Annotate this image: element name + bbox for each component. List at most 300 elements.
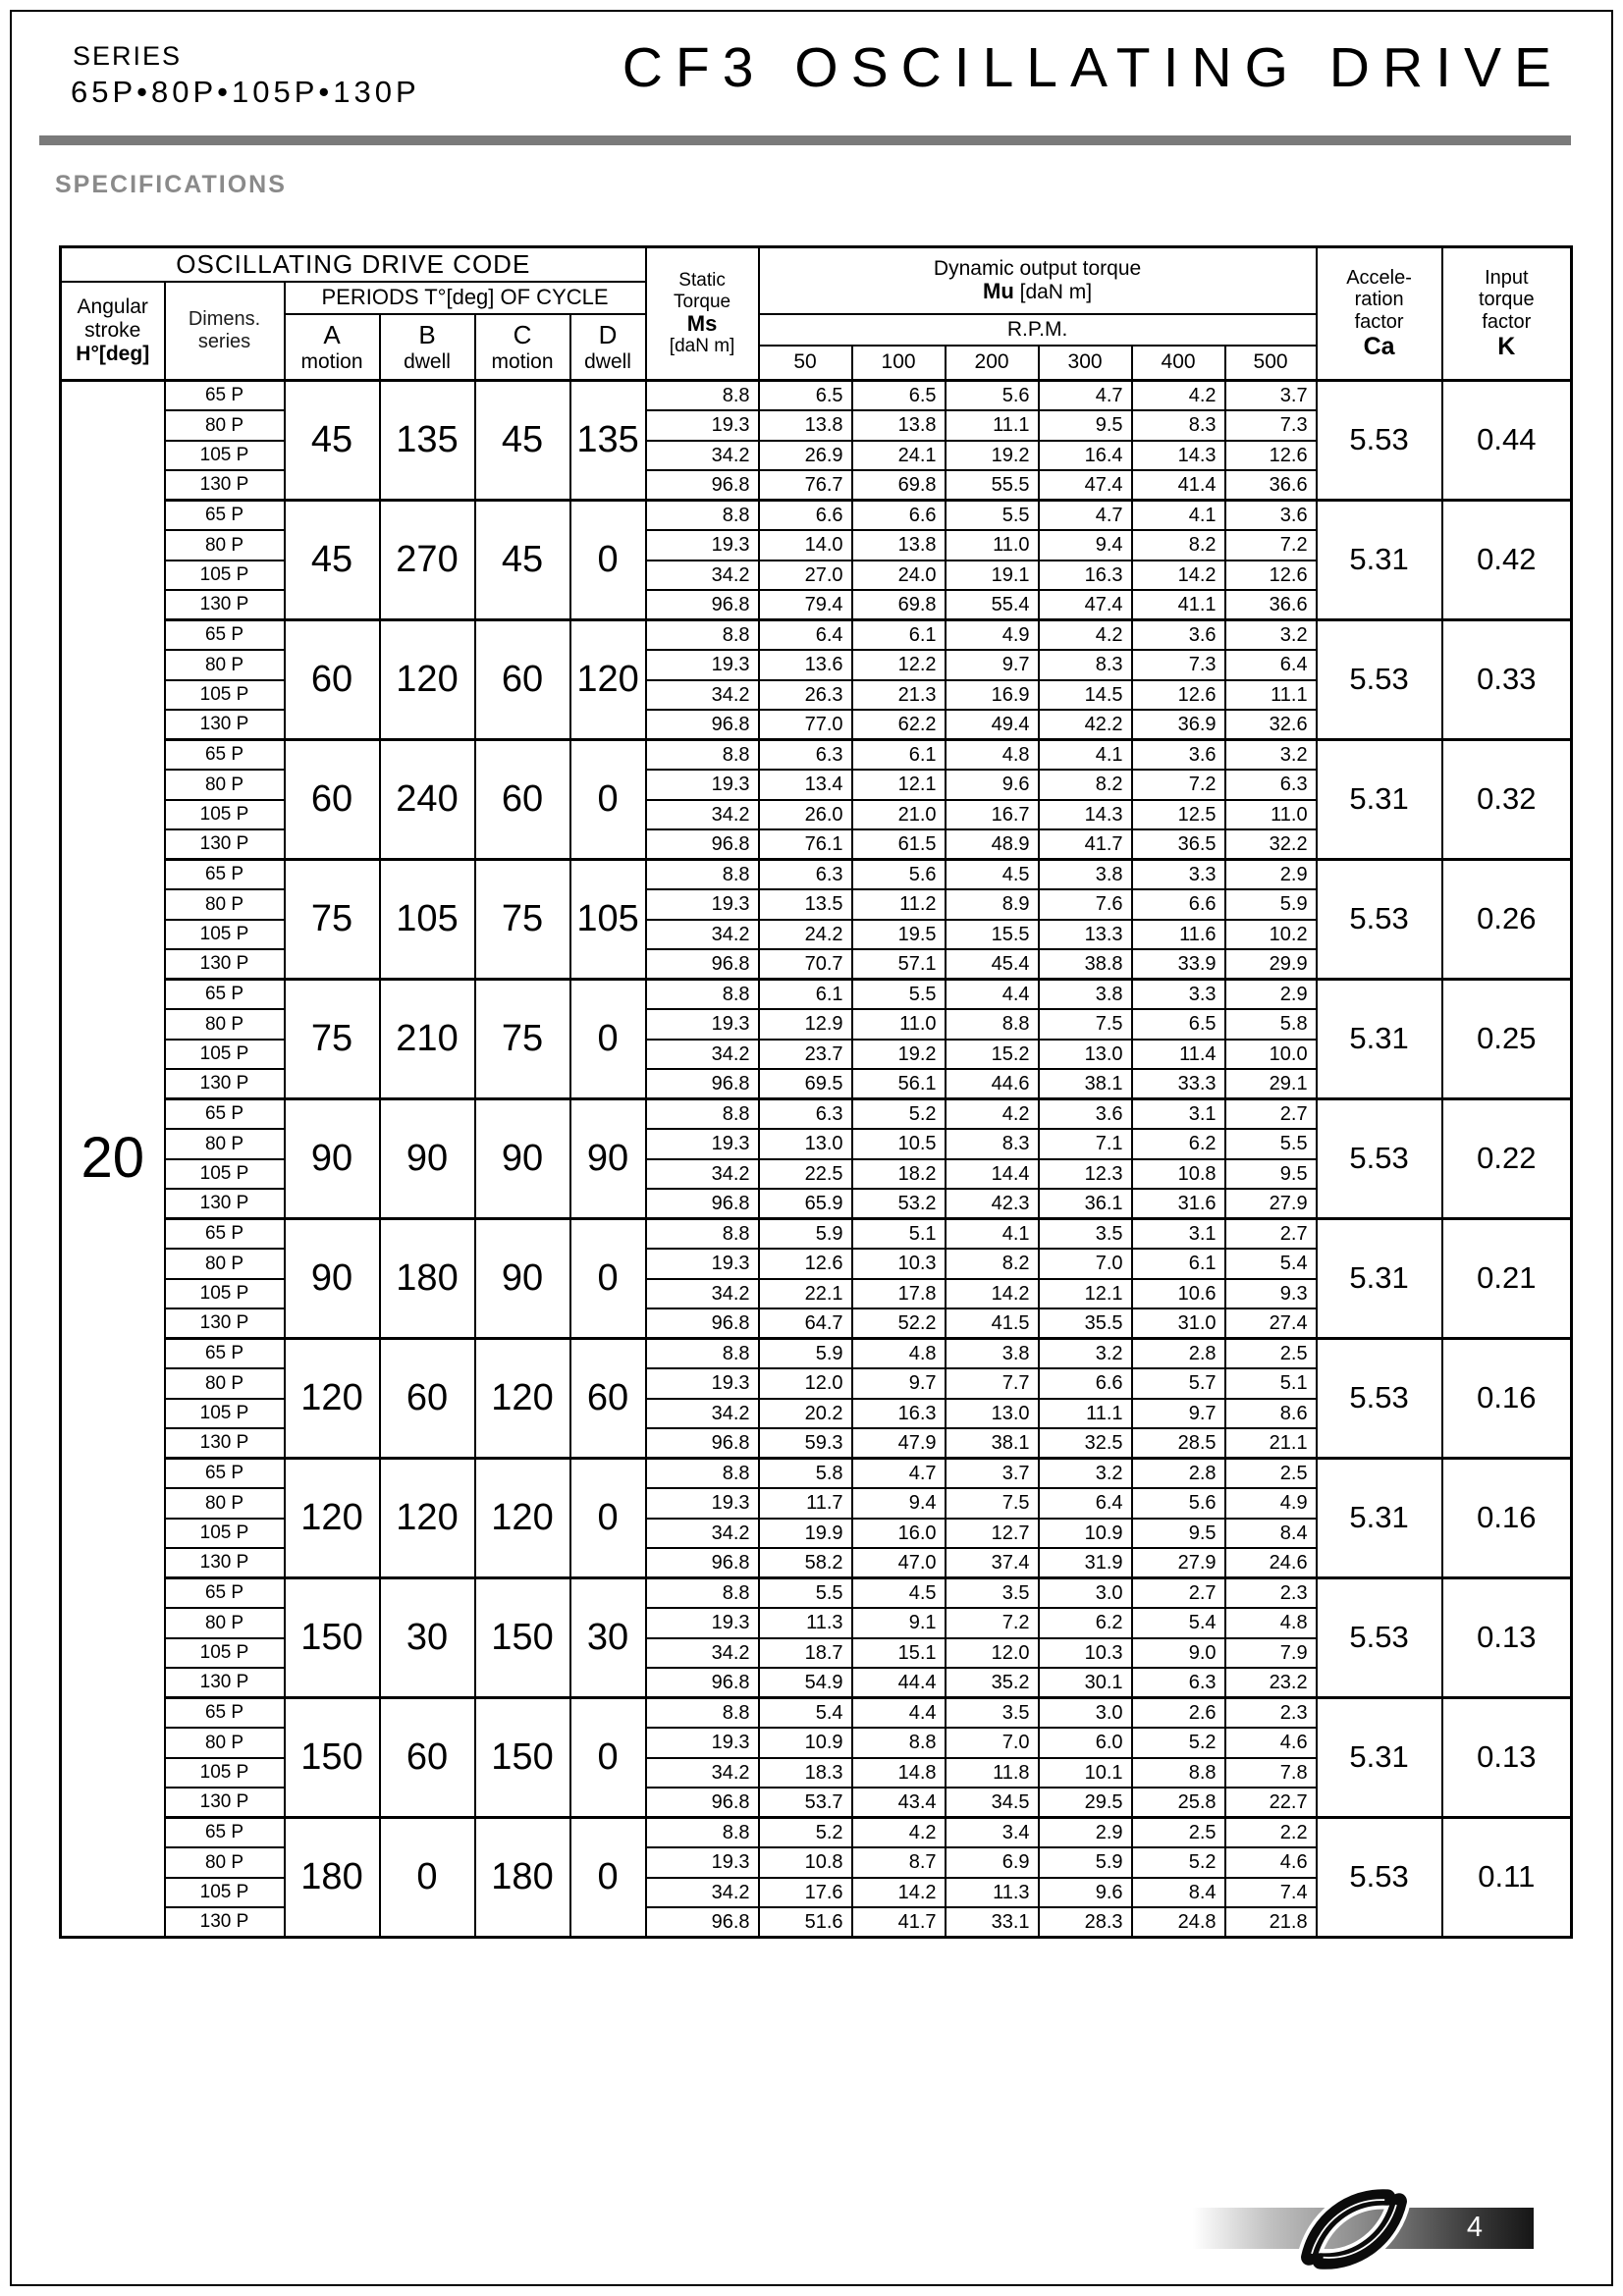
dynamic-torque-value: 6.3 bbox=[759, 860, 852, 890]
dynamic-torque-value: 19.5 bbox=[852, 920, 946, 950]
dimens-series-cell: 105 P bbox=[165, 1758, 285, 1789]
dynamic-torque-value: 5.9 bbox=[1225, 889, 1317, 920]
dynamic-torque-value: 5.1 bbox=[1225, 1368, 1317, 1399]
dynamic-torque-value: 16.0 bbox=[852, 1519, 946, 1549]
period-b-value: 180 bbox=[380, 1219, 475, 1339]
input-torque-factor-value: 0.25 bbox=[1442, 980, 1572, 1099]
dynamic-torque-value: 10.8 bbox=[1132, 1159, 1225, 1190]
dynamic-torque-value: 5.9 bbox=[759, 1219, 852, 1250]
dimens-series-cell: 80 P bbox=[165, 1608, 285, 1638]
dynamic-torque-value: 44.6 bbox=[946, 1069, 1039, 1099]
dynamic-torque-value: 23.2 bbox=[1225, 1668, 1317, 1698]
table-row bbox=[61, 860, 1572, 890]
dynamic-torque-value: 7.0 bbox=[1039, 1249, 1132, 1279]
static-torque-value: 8.8 bbox=[646, 860, 759, 890]
dynamic-torque-value: 7.4 bbox=[1225, 1878, 1317, 1908]
dynamic-torque-value: 15.2 bbox=[946, 1040, 1039, 1070]
dimens-series-cell: 80 P bbox=[165, 889, 285, 920]
dynamic-torque-value: 22.7 bbox=[1225, 1788, 1317, 1818]
dynamic-torque-value: 21.8 bbox=[1225, 1907, 1317, 1938]
dynamic-torque-value: 7.3 bbox=[1225, 410, 1317, 441]
dimens-series-cell: 105 P bbox=[165, 1159, 285, 1190]
dynamic-torque-value: 27.4 bbox=[1225, 1308, 1317, 1339]
dimens-series-cell: 130 P bbox=[165, 1668, 285, 1698]
dynamic-torque-value: 2.8 bbox=[1132, 1459, 1225, 1489]
dynamic-torque-value: 30.1 bbox=[1039, 1668, 1132, 1698]
table-row bbox=[61, 740, 1572, 771]
dynamic-torque-value: 14.0 bbox=[759, 530, 852, 561]
dynamic-torque-value: 76.1 bbox=[759, 829, 852, 860]
dynamic-torque-value: 10.2 bbox=[1225, 920, 1317, 950]
static-torque-value: 8.8 bbox=[646, 740, 759, 771]
dynamic-torque-value: 16.3 bbox=[1039, 561, 1132, 591]
input-torque-factor-value: 0.11 bbox=[1442, 1818, 1572, 1938]
static-torque-value: 34.2 bbox=[646, 1399, 759, 1429]
dimens-series-cell: 130 P bbox=[165, 470, 285, 501]
dynamic-torque-value: 21.1 bbox=[1225, 1428, 1317, 1459]
dynamic-torque-value: 12.0 bbox=[759, 1368, 852, 1399]
dynamic-torque-value: 69.8 bbox=[852, 590, 946, 620]
dynamic-torque-value: 4.8 bbox=[852, 1339, 946, 1369]
dynamic-torque-value: 64.7 bbox=[759, 1308, 852, 1339]
dynamic-torque-value: 34.5 bbox=[946, 1788, 1039, 1818]
period-d-value: 0 bbox=[570, 740, 646, 860]
table-row bbox=[61, 1459, 1572, 1489]
series-models: 65P•80P•105P•130P bbox=[71, 75, 420, 109]
period-a-value: 150 bbox=[285, 1578, 380, 1698]
dynamic-torque-value: 13.8 bbox=[759, 410, 852, 441]
static-torque-value: 19.3 bbox=[646, 1847, 759, 1878]
dynamic-torque-value: 16.4 bbox=[1039, 441, 1132, 471]
table-row bbox=[61, 1339, 1572, 1369]
series-label: SERIES bbox=[73, 41, 183, 71]
period-b-value: 135 bbox=[380, 381, 475, 501]
dynamic-torque-value: 8.8 bbox=[946, 1009, 1039, 1040]
period-c-value: 45 bbox=[475, 381, 570, 501]
dimens-series-cell: 65 P bbox=[165, 381, 285, 411]
dynamic-torque-value: 7.7 bbox=[946, 1368, 1039, 1399]
table-row bbox=[61, 620, 1572, 651]
dynamic-torque-value: 31.0 bbox=[1132, 1308, 1225, 1339]
acceleration-factor-value: 5.31 bbox=[1317, 740, 1442, 860]
dynamic-torque-value: 4.1 bbox=[946, 1219, 1039, 1250]
dynamic-torque-value: 28.3 bbox=[1039, 1907, 1132, 1938]
dynamic-torque-value: 41.1 bbox=[1132, 590, 1225, 620]
dynamic-torque-value: 11.6 bbox=[1132, 920, 1225, 950]
period-d-value: 0 bbox=[570, 1219, 646, 1339]
dynamic-torque-value: 53.7 bbox=[759, 1788, 852, 1818]
dynamic-torque-value: 12.5 bbox=[1132, 800, 1225, 830]
dynamic-torque-value: 7.6 bbox=[1039, 889, 1132, 920]
dynamic-torque-value: 12.1 bbox=[1039, 1279, 1132, 1309]
dynamic-torque-value: 5.2 bbox=[759, 1818, 852, 1848]
input-torque-factor-value: 0.16 bbox=[1442, 1459, 1572, 1578]
dynamic-torque-value: 2.6 bbox=[1132, 1698, 1225, 1729]
dynamic-torque-value: 16.7 bbox=[946, 800, 1039, 830]
dynamic-torque-value: 13.8 bbox=[852, 410, 946, 441]
input-torque-factor-value: 0.42 bbox=[1442, 501, 1572, 620]
dynamic-torque-value: 3.1 bbox=[1132, 1099, 1225, 1130]
dynamic-torque-value: 3.8 bbox=[946, 1339, 1039, 1369]
table-row bbox=[61, 381, 1572, 411]
dynamic-torque-value: 6.6 bbox=[759, 501, 852, 531]
dynamic-torque-value: 14.2 bbox=[1132, 561, 1225, 591]
dimens-series-cell: 130 P bbox=[165, 1189, 285, 1219]
dynamic-torque-value: 6.5 bbox=[1132, 1009, 1225, 1040]
dynamic-torque-value: 8.3 bbox=[1039, 650, 1132, 680]
acceleration-factor-value: 5.53 bbox=[1317, 1339, 1442, 1459]
dynamic-torque-value: 6.6 bbox=[1039, 1368, 1132, 1399]
static-torque-value: 96.8 bbox=[646, 1788, 759, 1818]
dynamic-torque-value: 7.5 bbox=[946, 1488, 1039, 1519]
dynamic-torque-value: 36.6 bbox=[1225, 470, 1317, 501]
dynamic-torque-value: 12.3 bbox=[1039, 1159, 1132, 1190]
dynamic-torque-value: 5.5 bbox=[1225, 1129, 1317, 1159]
dynamic-torque-value: 10.1 bbox=[1039, 1758, 1132, 1789]
dynamic-torque-value: 3.5 bbox=[1039, 1219, 1132, 1250]
dynamic-torque-value: 11.1 bbox=[946, 410, 1039, 441]
static-torque-value: 8.8 bbox=[646, 1339, 759, 1369]
dynamic-torque-value: 5.5 bbox=[946, 501, 1039, 531]
dynamic-torque-value: 11.3 bbox=[759, 1608, 852, 1638]
dynamic-torque-value: 6.3 bbox=[759, 1099, 852, 1130]
dynamic-torque-value: 11.0 bbox=[852, 1009, 946, 1040]
dynamic-torque-value: 14.2 bbox=[946, 1279, 1039, 1309]
dynamic-torque-value: 10.3 bbox=[852, 1249, 946, 1279]
dynamic-torque-value: 12.2 bbox=[852, 650, 946, 680]
dynamic-torque-value: 5.6 bbox=[946, 381, 1039, 411]
dynamic-torque-value: 4.5 bbox=[852, 1578, 946, 1609]
dynamic-torque-value: 9.7 bbox=[946, 650, 1039, 680]
static-torque-value: 34.2 bbox=[646, 1638, 759, 1669]
dynamic-torque-value: 58.2 bbox=[759, 1548, 852, 1578]
dynamic-torque-value: 36.5 bbox=[1132, 829, 1225, 860]
dynamic-torque-value: 33.9 bbox=[1132, 949, 1225, 980]
period-a-value: 60 bbox=[285, 620, 380, 740]
static-torque-value: 8.8 bbox=[646, 1099, 759, 1130]
dimens-series-cell: 130 P bbox=[165, 590, 285, 620]
dynamic-torque-value: 9.7 bbox=[1132, 1399, 1225, 1429]
dynamic-torque-value: 7.2 bbox=[1132, 770, 1225, 800]
dynamic-torque-value: 3.6 bbox=[1132, 740, 1225, 771]
static-torque-value: 19.3 bbox=[646, 1608, 759, 1638]
dimens-series-cell: 65 P bbox=[165, 501, 285, 531]
dimens-series-cell: 130 P bbox=[165, 949, 285, 980]
dynamic-torque-value: 24.6 bbox=[1225, 1548, 1317, 1578]
dynamic-torque-value: 47.4 bbox=[1039, 590, 1132, 620]
dynamic-torque-value: 11.0 bbox=[1225, 800, 1317, 830]
dynamic-torque-value: 36.9 bbox=[1132, 710, 1225, 740]
dynamic-torque-value: 3.6 bbox=[1225, 501, 1317, 531]
input-torque-factor-value: 0.22 bbox=[1442, 1099, 1572, 1219]
dynamic-torque-value: 8.8 bbox=[1132, 1758, 1225, 1789]
period-d-value: 120 bbox=[570, 620, 646, 740]
dynamic-torque-value: 18.3 bbox=[759, 1758, 852, 1789]
dimens-series-cell: 130 P bbox=[165, 829, 285, 860]
dynamic-torque-value: 26.3 bbox=[759, 680, 852, 711]
dynamic-torque-value: 8.9 bbox=[946, 889, 1039, 920]
table-body bbox=[61, 381, 1572, 1938]
period-b-value: 60 bbox=[380, 1698, 475, 1818]
dynamic-torque-value: 19.1 bbox=[946, 561, 1039, 591]
static-torque-value: 8.8 bbox=[646, 501, 759, 531]
dynamic-torque-value: 5.4 bbox=[1225, 1249, 1317, 1279]
period-c-header: C motion bbox=[475, 314, 570, 381]
table-row bbox=[61, 1818, 1572, 1848]
dynamic-torque-value: 6.2 bbox=[1039, 1608, 1132, 1638]
dynamic-torque-value: 21.0 bbox=[852, 800, 946, 830]
dynamic-torque-value: 12.6 bbox=[1132, 680, 1225, 711]
table-row bbox=[61, 980, 1572, 1010]
input-torque-factor-value: 0.44 bbox=[1442, 381, 1572, 501]
dynamic-torque-value: 9.7 bbox=[852, 1368, 946, 1399]
acceleration-factor-value: 5.53 bbox=[1317, 1578, 1442, 1698]
acceleration-factor-value: 5.31 bbox=[1317, 1698, 1442, 1818]
static-torque-value: 19.3 bbox=[646, 1488, 759, 1519]
period-c-value: 45 bbox=[475, 501, 570, 620]
period-b-value: 105 bbox=[380, 860, 475, 980]
dynamic-torque-value: 10.3 bbox=[1039, 1638, 1132, 1669]
dynamic-torque-value: 11.7 bbox=[759, 1488, 852, 1519]
dynamic-torque-value: 8.4 bbox=[1132, 1878, 1225, 1908]
static-torque-value: 8.8 bbox=[646, 381, 759, 411]
dynamic-torque-value: 4.2 bbox=[1132, 381, 1225, 411]
period-d-header: D dwell bbox=[570, 314, 646, 381]
dynamic-torque-value: 3.2 bbox=[1225, 740, 1317, 771]
acceleration-factor-value: 5.31 bbox=[1317, 501, 1442, 620]
dynamic-torque-value: 41.7 bbox=[852, 1907, 946, 1938]
dynamic-torque-value: 15.1 bbox=[852, 1638, 946, 1669]
period-c-value: 90 bbox=[475, 1099, 570, 1219]
dynamic-torque-value: 13.4 bbox=[759, 770, 852, 800]
rpm-500-header: 500 bbox=[1225, 346, 1317, 381]
dynamic-torque-value: 59.3 bbox=[759, 1428, 852, 1459]
dynamic-torque-value: 12.7 bbox=[946, 1519, 1039, 1549]
dynamic-torque-value: 33.1 bbox=[946, 1907, 1039, 1938]
dimens-series-cell: 105 P bbox=[165, 920, 285, 950]
period-c-value: 75 bbox=[475, 980, 570, 1099]
period-a-value: 150 bbox=[285, 1698, 380, 1818]
static-torque-value: 34.2 bbox=[646, 680, 759, 711]
angular-stroke-header: Angular stroke H°[deg] bbox=[61, 282, 165, 381]
dynamic-torque-value: 2.5 bbox=[1225, 1459, 1317, 1489]
dimens-series-cell: 80 P bbox=[165, 1129, 285, 1159]
period-b-value: 30 bbox=[380, 1578, 475, 1698]
static-torque-value: 96.8 bbox=[646, 1668, 759, 1698]
acceleration-factor-value: 5.53 bbox=[1317, 1818, 1442, 1938]
dimens-series-cell: 65 P bbox=[165, 1818, 285, 1848]
input-torque-factor-value: 0.21 bbox=[1442, 1219, 1572, 1339]
static-torque-value: 96.8 bbox=[646, 710, 759, 740]
dynamic-torque-value: 14.4 bbox=[946, 1159, 1039, 1190]
dynamic-torque-value: 62.2 bbox=[852, 710, 946, 740]
section-title: SPECIFICATIONS bbox=[55, 171, 287, 198]
dynamic-torque-value: 6.5 bbox=[759, 381, 852, 411]
dimens-series-cell: 80 P bbox=[165, 1249, 285, 1279]
dynamic-torque-value: 10.6 bbox=[1132, 1279, 1225, 1309]
dynamic-torque-value: 45.4 bbox=[946, 949, 1039, 980]
dynamic-torque-value: 3.0 bbox=[1039, 1698, 1132, 1729]
dynamic-torque-value: 8.2 bbox=[946, 1249, 1039, 1279]
dynamic-torque-value: 21.3 bbox=[852, 680, 946, 711]
dimens-series-cell: 65 P bbox=[165, 1339, 285, 1369]
dynamic-torque-value: 2.7 bbox=[1225, 1219, 1317, 1250]
dynamic-torque-value: 2.5 bbox=[1132, 1818, 1225, 1848]
dynamic-torque-value: 31.9 bbox=[1039, 1548, 1132, 1578]
dynamic-torque-value: 7.2 bbox=[1225, 530, 1317, 561]
dynamic-torque-value: 8.2 bbox=[1039, 770, 1132, 800]
dynamic-torque-value: 8.6 bbox=[1225, 1399, 1317, 1429]
dynamic-torque-value: 8.3 bbox=[946, 1129, 1039, 1159]
dynamic-torque-value: 8.7 bbox=[852, 1847, 946, 1878]
static-torque-value: 34.2 bbox=[646, 800, 759, 830]
static-torque-value: 34.2 bbox=[646, 1040, 759, 1070]
dimens-series-cell: 130 P bbox=[165, 1428, 285, 1459]
period-b-value: 0 bbox=[380, 1818, 475, 1938]
input-torque-factor-value: 0.13 bbox=[1442, 1698, 1572, 1818]
dynamic-torque-value: 6.6 bbox=[852, 501, 946, 531]
static-torque-value: 96.8 bbox=[646, 949, 759, 980]
specifications-table bbox=[59, 245, 1573, 1939]
static-torque-value: 8.8 bbox=[646, 620, 759, 651]
dynamic-torque-value: 5.5 bbox=[759, 1578, 852, 1609]
dynamic-torque-value: 47.9 bbox=[852, 1428, 946, 1459]
dynamic-torque-value: 9.1 bbox=[852, 1608, 946, 1638]
rpm-200-header: 200 bbox=[946, 346, 1039, 381]
dimens-series-cell: 65 P bbox=[165, 1698, 285, 1729]
static-torque-value: 96.8 bbox=[646, 829, 759, 860]
dynamic-torque-value: 35.2 bbox=[946, 1668, 1039, 1698]
acceleration-factor-value: 5.53 bbox=[1317, 860, 1442, 980]
period-d-value: 0 bbox=[570, 501, 646, 620]
dynamic-torque-value: 54.9 bbox=[759, 1668, 852, 1698]
dynamic-torque-value: 53.2 bbox=[852, 1189, 946, 1219]
dynamic-torque-value: 26.9 bbox=[759, 441, 852, 471]
dimens-series-cell: 80 P bbox=[165, 1728, 285, 1758]
period-a-value: 75 bbox=[285, 860, 380, 980]
static-torque-value: 34.2 bbox=[646, 561, 759, 591]
dynamic-torque-value: 6.1 bbox=[852, 620, 946, 651]
dynamic-torque-value: 4.7 bbox=[1039, 501, 1132, 531]
dynamic-torque-value: 70.7 bbox=[759, 949, 852, 980]
dynamic-torque-value: 10.9 bbox=[1039, 1519, 1132, 1549]
dynamic-torque-value: 14.2 bbox=[852, 1878, 946, 1908]
rpm-400-header: 400 bbox=[1132, 346, 1225, 381]
dynamic-torque-value: 4.8 bbox=[946, 740, 1039, 771]
static-torque-value: 19.3 bbox=[646, 1129, 759, 1159]
dynamic-torque-value: 13.8 bbox=[852, 530, 946, 561]
dynamic-torque-value: 3.2 bbox=[1039, 1459, 1132, 1489]
dynamic-torque-value: 3.7 bbox=[946, 1459, 1039, 1489]
dynamic-torque-value: 16.9 bbox=[946, 680, 1039, 711]
dynamic-torque-value: 5.9 bbox=[1039, 1847, 1132, 1878]
dynamic-torque-value: 6.1 bbox=[759, 980, 852, 1010]
dynamic-torque-value: 13.3 bbox=[1039, 920, 1132, 950]
static-torque-value: 19.3 bbox=[646, 1009, 759, 1040]
period-b-value: 210 bbox=[380, 980, 475, 1099]
dynamic-torque-value: 3.2 bbox=[1225, 620, 1317, 651]
acceleration-factor-header: Accele- ration factor Ca bbox=[1317, 247, 1442, 381]
dynamic-torque-value: 44.4 bbox=[852, 1668, 946, 1698]
period-a-value: 120 bbox=[285, 1339, 380, 1459]
dynamic-torque-value: 49.4 bbox=[946, 710, 1039, 740]
static-torque-value: 19.3 bbox=[646, 410, 759, 441]
dynamic-torque-value: 6.6 bbox=[1132, 889, 1225, 920]
dynamic-torque-value: 3.6 bbox=[1132, 620, 1225, 651]
dimens-series-cell: 65 P bbox=[165, 1219, 285, 1250]
dynamic-torque-value: 6.3 bbox=[1225, 770, 1317, 800]
period-a-header: A motion bbox=[285, 314, 380, 381]
dynamic-torque-value: 9.0 bbox=[1132, 1638, 1225, 1669]
dynamic-torque-value: 10.8 bbox=[759, 1847, 852, 1878]
dynamic-torque-value: 10.9 bbox=[759, 1728, 852, 1758]
static-torque-value: 19.3 bbox=[646, 1249, 759, 1279]
dynamic-torque-value: 38.8 bbox=[1039, 949, 1132, 980]
dimens-series-cell: 65 P bbox=[165, 740, 285, 771]
dynamic-torque-value: 77.0 bbox=[759, 710, 852, 740]
static-torque-value: 96.8 bbox=[646, 1069, 759, 1099]
dimens-series-cell: 130 P bbox=[165, 1069, 285, 1099]
table-row bbox=[61, 1099, 1572, 1130]
table-row bbox=[61, 1698, 1572, 1729]
dynamic-torque-value: 5.2 bbox=[852, 1099, 946, 1130]
dynamic-torque-value: 76.7 bbox=[759, 470, 852, 501]
dynamic-torque-value: 12.6 bbox=[759, 1249, 852, 1279]
acceleration-factor-value: 5.53 bbox=[1317, 620, 1442, 740]
dimens-series-cell: 65 P bbox=[165, 620, 285, 651]
dynamic-torque-value: 11.1 bbox=[1225, 680, 1317, 711]
dynamic-torque-value: 11.3 bbox=[946, 1878, 1039, 1908]
dynamic-torque-value: 7.5 bbox=[1039, 1009, 1132, 1040]
dynamic-torque-value: 13.0 bbox=[759, 1129, 852, 1159]
dynamic-torque-header: Dynamic output torque Mu [daN m] bbox=[759, 247, 1317, 314]
dynamic-torque-value: 4.2 bbox=[852, 1818, 946, 1848]
dimens-series-cell: 105 P bbox=[165, 1279, 285, 1309]
dynamic-torque-value: 31.6 bbox=[1132, 1189, 1225, 1219]
dynamic-torque-value: 11.2 bbox=[852, 889, 946, 920]
dynamic-torque-value: 36.6 bbox=[1225, 590, 1317, 620]
static-torque-value: 96.8 bbox=[646, 1308, 759, 1339]
dynamic-torque-value: 4.4 bbox=[852, 1698, 946, 1729]
dynamic-torque-value: 2.7 bbox=[1225, 1099, 1317, 1130]
dynamic-torque-value: 3.2 bbox=[1039, 1339, 1132, 1369]
dynamic-torque-value: 4.7 bbox=[852, 1459, 946, 1489]
dynamic-torque-value: 5.4 bbox=[759, 1698, 852, 1729]
dynamic-torque-value: 32.2 bbox=[1225, 829, 1317, 860]
dynamic-torque-value: 3.6 bbox=[1039, 1099, 1132, 1130]
dynamic-torque-value: 11.1 bbox=[1039, 1399, 1132, 1429]
dynamic-torque-value: 5.8 bbox=[1225, 1009, 1317, 1040]
dimens-series-cell: 130 P bbox=[165, 710, 285, 740]
dynamic-torque-value: 61.5 bbox=[852, 829, 946, 860]
dynamic-torque-value: 24.8 bbox=[1132, 1907, 1225, 1938]
dynamic-torque-value: 9.5 bbox=[1039, 410, 1132, 441]
dynamic-torque-value: 3.0 bbox=[1039, 1578, 1132, 1609]
rpm-300-header: 300 bbox=[1039, 346, 1132, 381]
dynamic-torque-value: 3.5 bbox=[946, 1578, 1039, 1609]
page-title: CF3 OSCILLATING DRIVE bbox=[622, 36, 1564, 99]
dynamic-torque-value: 18.7 bbox=[759, 1638, 852, 1669]
dynamic-torque-value: 4.6 bbox=[1225, 1847, 1317, 1878]
period-b-value: 270 bbox=[380, 501, 475, 620]
dynamic-torque-value: 11.8 bbox=[946, 1758, 1039, 1789]
period-d-value: 0 bbox=[570, 1818, 646, 1938]
dynamic-torque-value: 6.5 bbox=[852, 381, 946, 411]
dynamic-torque-value: 51.6 bbox=[759, 1907, 852, 1938]
dynamic-torque-value: 29.1 bbox=[1225, 1069, 1317, 1099]
rpm-50-header: 50 bbox=[759, 346, 852, 381]
input-torque-factor-value: 0.16 bbox=[1442, 1339, 1572, 1459]
